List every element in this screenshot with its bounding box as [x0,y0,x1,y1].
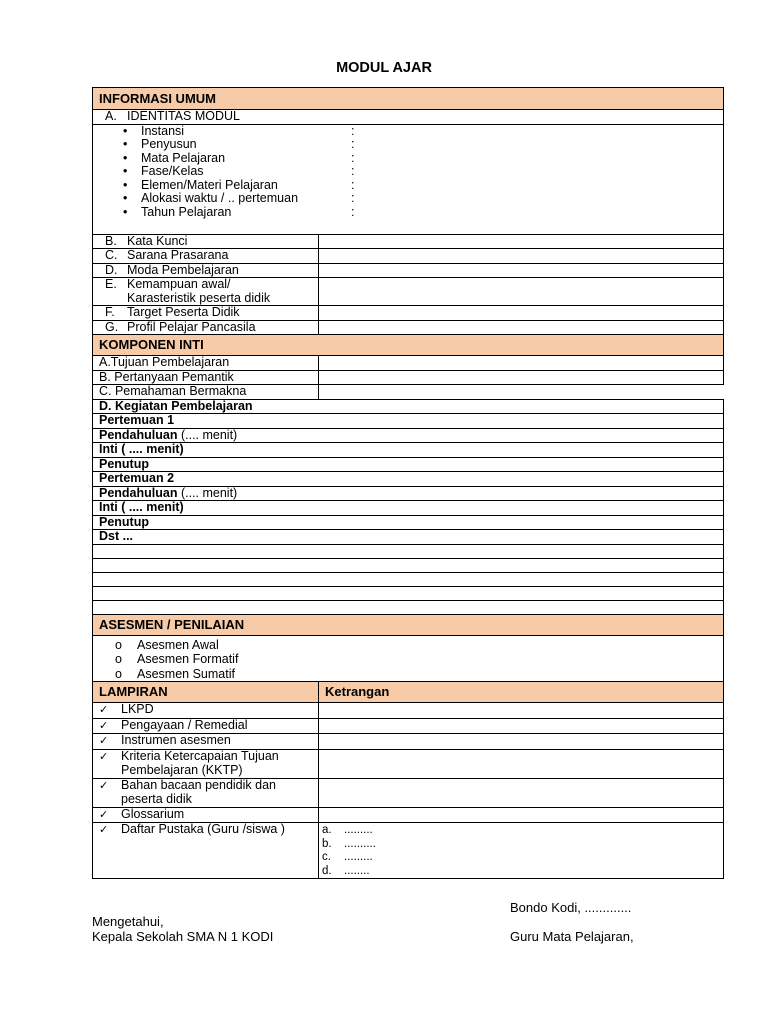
lampiran-label: Pengayaan / Remedial [121,718,248,732]
item-letter: c. [322,851,331,864]
kegiatan-row [93,399,724,414]
pendahuluan-cell[interactable] [93,486,724,501]
info-label-cell [93,278,319,306]
bullet-label: Instansi [141,124,185,138]
item-dots: ........ [344,864,370,877]
asesmen-header: ASESMEN / PENILAIAN [93,614,724,635]
row-prefix: D. [105,263,118,277]
penutup-row [93,515,724,530]
daftar-pustaka-item [322,865,717,879]
item-letter: d. [322,864,332,877]
inti-label[interactable]: Inti ( .... menit) [93,501,724,516]
empty-cell[interactable] [93,600,724,614]
lampiran-keterangan-cell[interactable] [319,734,724,750]
lampiran-label: Daftar Pustaka (Guru /siswa ) [121,822,285,836]
lampiran-row [93,734,724,750]
lampiran-header: LAMPIRAN [93,682,319,703]
lampiran-row [93,703,724,719]
row-label-line2: Karasteristik peserta didik [127,290,271,305]
asesmen-item [115,638,717,653]
lampiran-label-cell [93,807,319,823]
bullet-colon: : [351,177,355,192]
info-label-cell [93,306,319,321]
info-label-cell [93,234,319,249]
lampiran-label-cell [93,749,319,778]
empty-row [93,544,724,558]
identitas-bullets-row [93,124,724,234]
asesmen-item [115,667,717,682]
bullet-label: Elemen/Materi Pelajaran [141,177,278,192]
info-value-cell[interactable] [319,278,724,306]
section-header-komponen-inti [93,335,724,356]
kepala-sekolah-label: Kepala Sekolah SMA N 1 KODI [92,929,274,944]
daftar-pustaka-cell[interactable] [319,823,724,879]
bullet-item [123,179,717,193]
place-date: Bondo Kodi, ............. [510,900,632,915]
inti-row [93,501,724,516]
bullet-icon: • [123,177,128,192]
checkmark-icon: ✓ [99,704,109,716]
circle-bullet-icon: o [115,666,122,681]
asesmen-item-label: Asesmen Formatif [137,652,239,666]
bullet-label: Penyusun [141,137,197,151]
kegiatan-label: D. Kegiatan Pembelajaran [93,399,724,414]
item-dots: .......... [344,837,376,850]
info-row-sarana-prasarana [93,249,724,264]
inti-value-cell[interactable] [319,370,724,385]
row-label: Target Peserta Didik [127,305,240,319]
empty-cell[interactable] [93,586,724,600]
row-label: Kata Kunci [127,234,188,248]
inti-value-cell[interactable] [319,356,724,371]
lampiran-label: Kriteria Ketercapaian Tujuan [121,749,279,763]
pendahuluan-duration: (.... menit) [177,428,238,442]
lampiran-label: Bahan bacaan pendidik dan [121,778,276,792]
item-dots: ......... [344,824,373,836]
pendahuluan-duration: (.... menit) [177,486,238,500]
empty-cell[interactable] [93,544,724,558]
pertemuan-1-label: Pertemuan 1 [93,414,724,429]
bullet-icon: • [123,191,128,205]
bullet-item [123,152,717,166]
inti-value-cell[interactable] [319,385,724,400]
lampiran-label: Glossarium [121,807,185,821]
row-label: Moda Pembelajaran [127,263,239,277]
row-label: Sarana Prasarana [127,248,229,262]
bullet-item [123,206,717,220]
row-prefix: G. [105,320,119,334]
lampiran-label: Instrumen asesmen [121,733,231,747]
info-value-cell[interactable] [319,263,724,278]
lampiran-label-cell [93,778,319,807]
penutup-label[interactable]: Penutup [93,515,724,530]
asesmen-item-label: Asesmen Sumatif [137,666,235,681]
lampiran-keterangan-cell[interactable] [319,718,724,734]
info-value-cell[interactable] [319,234,724,249]
section-header-lampiran [93,682,724,703]
identitas-row [93,110,724,125]
bullet-colon: : [351,164,355,178]
mengetahui-label: Mengetahui, [92,914,164,929]
inti-label-cell: B. Pertanyaan Pemantik [93,370,319,385]
empty-row [93,558,724,572]
bullet-item [123,125,717,139]
empty-cell[interactable] [93,572,724,586]
info-row-profil-pelajar-pancasila [93,320,724,335]
row-label: Kemampuan awal/ [127,277,231,291]
checkmark-icon: ✓ [99,735,109,747]
daftar-pustaka-item [322,838,717,852]
inti-label[interactable]: Inti ( .... menit) [93,443,724,458]
guru-label: Guru Mata Pelajaran, [510,929,634,944]
identitas-bullet-list [99,125,717,220]
pendahuluan-row [93,486,724,501]
lampiran-row [93,718,724,734]
lampiran-label-line2: peserta didik [121,792,192,806]
bullet-label: Alokasi waktu / .. pertemuan [141,191,299,205]
penutup-row [93,457,724,472]
empty-row [93,572,724,586]
inti-row-pemahaman-bermakna [93,385,724,400]
info-value-cell[interactable] [319,249,724,264]
checkmark-icon: ✓ [99,750,109,763]
identitas-prefix: A. [105,109,117,123]
bullet-label: Mata Pelajaran [141,150,226,165]
bullet-colon: : [351,150,355,165]
bullet-colon: : [351,191,355,205]
section-header-asesmen [93,614,724,635]
lampiran-keterangan-cell[interactable] [319,749,724,778]
info-label-cell [93,320,319,335]
bullet-icon: • [123,164,128,178]
info-label-cell [93,249,319,264]
info-row-target-peserta-didik [93,306,724,321]
inti-row-pertanyaan-pemantik [93,370,724,385]
lampiran-keterangan-cell[interactable] [319,703,724,719]
row-prefix: C. [105,248,118,262]
inti-label-cell: C. Pemahaman Bermakna [93,385,319,400]
daftar-pustaka-item [322,851,717,865]
asesmen-list-cell[interactable] [93,635,724,682]
lampiran-keterangan-cell[interactable] [319,778,724,807]
bullet-icon: • [123,204,128,219]
info-label-cell [93,263,319,278]
komponen-inti-header: KOMPONEN INTI [93,335,724,356]
item-dots: ......... [344,851,373,864]
empty-cell[interactable] [93,558,724,572]
lampiran-row [93,749,724,778]
bullet-icon: • [123,137,128,151]
daftar-pustaka-item [322,824,717,838]
identitas-label: IDENTITAS MODUL [127,109,240,123]
checkmark-icon: ✓ [99,808,109,821]
circle-bullet-icon: o [115,652,122,666]
lampiran-label: LKPD [121,702,154,716]
identitas-bullets-cell[interactable] [93,124,724,234]
row-label: Profil Pelajar Pancasila [127,320,256,334]
inti-row-tujuan [93,356,724,371]
bullet-colon: : [351,137,355,151]
empty-row [93,586,724,600]
asesmen-item [115,652,717,667]
info-row-moda-pembelajaran [93,263,724,278]
inti-row [93,443,724,458]
pendahuluan-cell[interactable] [93,428,724,443]
row-prefix: F. [105,305,115,319]
pendahuluan-row [93,428,724,443]
bullet-item [123,192,717,206]
bullet-icon: • [123,124,128,138]
checkmark-icon: ✓ [99,719,109,732]
lampiran-keterangan-cell[interactable] [319,807,724,823]
info-value-cell[interactable] [319,306,724,321]
dst-label: Dst ... [93,530,724,545]
pendahuluan-label: Pendahuluan [99,486,178,500]
bullet-colon: : [351,204,355,219]
circle-bullet-icon: o [115,637,122,652]
modul-table [92,87,724,879]
lampiran-label-cell [93,734,319,750]
item-letter: a. [322,824,332,836]
identitas-cell [93,110,724,125]
informasi-umum-header: INFORMASI UMUM [93,88,724,110]
bullet-colon: : [351,124,355,138]
info-row-kemampuan-awal [93,278,724,306]
lampiran-row [93,807,724,823]
pertemuan-1-row [93,414,724,429]
bullet-label: Tahun Pelajaran [141,204,232,219]
lampiran-label-cell [93,718,319,734]
bullet-item [123,138,717,152]
info-row-kata-kunci [93,234,724,249]
checkmark-icon: ✓ [99,779,109,792]
document-title: MODUL AJAR [336,60,432,76]
item-letter: b. [322,837,332,850]
keterangan-header: Ketrangan [319,682,724,703]
pendahuluan-label: Pendahuluan [99,428,178,442]
bullet-item [123,165,717,179]
lampiran-label-line2: Pembelajaran (KKTP) [121,763,243,777]
asesmen-item-label: Asesmen Awal [137,637,219,652]
pertemuan-2-label: Pertemuan 2 [93,472,724,487]
lampiran-label-cell [93,823,319,879]
bullet-label: Fase/Kelas [141,164,204,178]
empty-row [93,600,724,614]
row-prefix: E. [105,277,117,291]
asesmen-list-row [93,635,724,682]
bullet-icon: • [123,150,128,165]
info-value-cell[interactable] [319,320,724,335]
dst-row [93,530,724,545]
section-header-informasi-umum [93,88,724,110]
checkmark-icon: ✓ [99,824,109,836]
inti-label-cell: A.Tujuan Pembelajaran [93,356,319,371]
row-prefix: B. [105,234,117,248]
pertemuan-2-row [93,472,724,487]
lampiran-row [93,778,724,807]
lampiran-row [93,823,724,879]
lampiran-label-cell [93,703,319,719]
penutup-label[interactable]: Penutup [93,457,724,472]
